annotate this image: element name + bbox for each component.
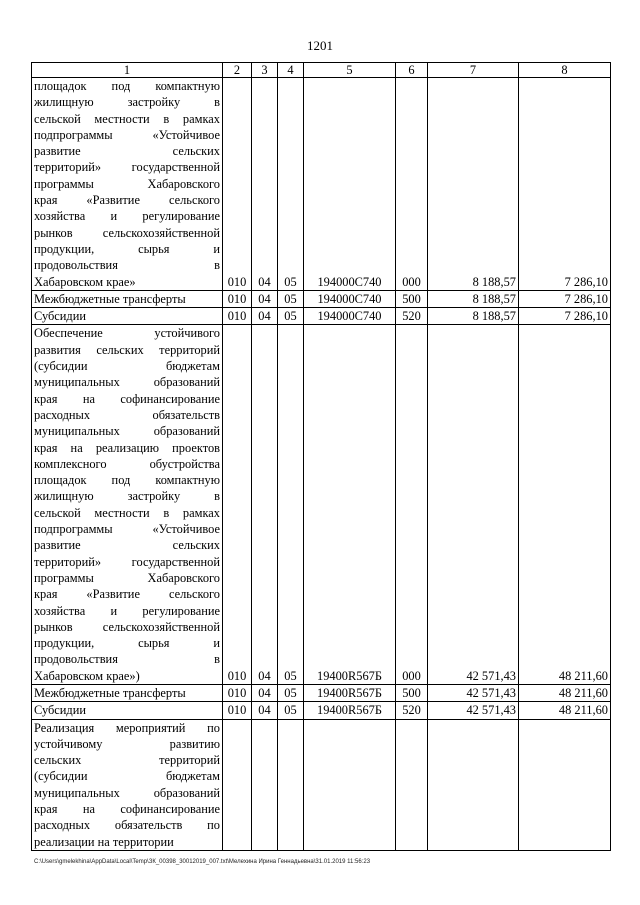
- table-row: [32, 308, 611, 325]
- row-name-line: (субсидии бюджетам: [34, 769, 220, 784]
- row-name-line: края на реализацию проектов: [34, 440, 220, 455]
- row-name-line: программы Хабаровского: [34, 176, 220, 191]
- section-code-cell: 04: [252, 702, 278, 719]
- row-name-cell: Субсидии: [32, 702, 223, 719]
- row-name-line: Хабаровском крае»: [34, 274, 136, 289]
- ministry-code-cell: 010: [223, 702, 252, 719]
- ministry-code-cell: 010: [223, 308, 252, 325]
- table-row: [32, 325, 611, 685]
- ministry-code-cell: 010: [223, 78, 252, 291]
- row-name-line: продукции, сырья и: [34, 636, 220, 651]
- row-name-line: продукции, сырья и: [34, 241, 220, 256]
- subsection-code-cell: 05: [278, 702, 304, 719]
- row-name-line: Обеспечение устойчивого: [34, 326, 220, 341]
- column-header: 2: [223, 63, 252, 78]
- section-code-cell: 04: [252, 78, 278, 291]
- target-article-cell: 19400R567Б: [304, 684, 396, 701]
- row-name-line: муниципальных образований: [34, 424, 220, 439]
- row-name-line: продовольствия в: [34, 258, 220, 273]
- column-header: 3: [252, 63, 278, 78]
- row-name-line: территорий» государственной: [34, 554, 220, 569]
- amount-year1-cell: 42 571,43: [428, 325, 519, 685]
- column-header: 1: [32, 63, 223, 78]
- row-name-line: (субсидии бюджетам: [34, 359, 220, 374]
- target-article-cell: 19400R567Б: [304, 325, 396, 685]
- table-row: [32, 702, 611, 719]
- subsection-code-cell: [278, 719, 304, 850]
- file-path-footer: C:\Users\gmelekhina\AppData\Local\Temp\ЗК_00398_30012019_007.txt\Мелехина Ирина Геннадьевна\31.01.2019 11:56:23: [34, 859, 371, 865]
- row-name-line: комплексного обустройства: [34, 456, 220, 471]
- row-name-line: подпрограммы «Устойчивое: [34, 522, 220, 537]
- row-name-line: продовольствия в: [34, 652, 220, 667]
- amount-year2-cell: [519, 719, 611, 850]
- row-name-line: реализации на территории: [34, 834, 174, 849]
- row-name-line: жилищную застройку в: [34, 489, 220, 504]
- row-name-line: муниципальных образований: [34, 375, 220, 390]
- ministry-code-cell: 010: [223, 325, 252, 685]
- amount-year2-cell: 7 286,10: [519, 78, 611, 291]
- row-name-line: края на софинансирование: [34, 802, 220, 817]
- row-name-line: развитие сельских: [34, 144, 220, 159]
- row-name-line: расходных обязательств по: [34, 818, 220, 833]
- table-row: [32, 719, 611, 850]
- row-name-line: развитие сельских: [34, 538, 220, 553]
- row-name-line: устойчивому развитию: [34, 736, 220, 751]
- ministry-code-cell: [223, 719, 252, 850]
- amount-year1-cell: 8 188,57: [428, 290, 519, 307]
- row-name-cell: Межбюджетные трансферты: [32, 290, 223, 307]
- row-name-line: территорий» государственной: [34, 160, 220, 175]
- page-number: 1201: [307, 38, 333, 53]
- row-name-line: Хабаровском крае»): [34, 668, 140, 683]
- row-name-line: края «Развитие сельского: [34, 193, 220, 208]
- row-name-line: программы Хабаровского: [34, 570, 220, 585]
- amount-year2-cell: 7 286,10: [519, 308, 611, 325]
- column-header: 8: [519, 63, 611, 78]
- amount-year2-cell: 7 286,10: [519, 290, 611, 307]
- amount-year2-cell: 48 211,60: [519, 325, 611, 685]
- expense-type-cell: 000: [396, 78, 428, 291]
- row-name-cell: Межбюджетные трансферты: [32, 684, 223, 701]
- subsection-code-cell: 05: [278, 290, 304, 307]
- amount-year1-cell: 8 188,57: [428, 78, 519, 291]
- row-name-line: Реализация мероприятий по: [34, 720, 220, 735]
- amount-year1-cell: [428, 719, 519, 850]
- expense-type-cell: 520: [396, 308, 428, 325]
- row-name-line: муниципальных образований: [34, 785, 220, 800]
- row-name-line: развития сельских территорий: [34, 342, 220, 357]
- subsection-code-cell: 05: [278, 684, 304, 701]
- row-name-line: края «Развитие сельского: [34, 587, 220, 602]
- row-name-line: сельской местности в рамках: [34, 111, 220, 126]
- row-name-line: хозяйства и регулирование: [34, 209, 220, 224]
- row-name-line: края на софинансирование: [34, 391, 220, 406]
- ministry-code-cell: 010: [223, 290, 252, 307]
- expense-type-cell: 500: [396, 290, 428, 307]
- budget-table: [31, 62, 611, 851]
- row-name-cell: [32, 78, 223, 291]
- row-name-cell: [32, 325, 223, 685]
- table-row: [32, 290, 611, 307]
- target-article-cell: [304, 719, 396, 850]
- ministry-code-cell: 010: [223, 684, 252, 701]
- amount-year1-cell: 8 188,57: [428, 308, 519, 325]
- target-article-cell: 194000С740: [304, 308, 396, 325]
- subsection-code-cell: 05: [278, 325, 304, 685]
- amount-year2-cell: 48 211,60: [519, 702, 611, 719]
- expense-type-cell: 000: [396, 325, 428, 685]
- section-code-cell: 04: [252, 308, 278, 325]
- target-article-cell: 194000С740: [304, 290, 396, 307]
- column-header: 5: [304, 63, 396, 78]
- subsection-code-cell: 05: [278, 308, 304, 325]
- row-name-line: сельских территорий: [34, 753, 220, 768]
- column-header: 6: [396, 63, 428, 78]
- expense-type-cell: 500: [396, 684, 428, 701]
- expense-type-cell: 520: [396, 702, 428, 719]
- section-code-cell: 04: [252, 684, 278, 701]
- row-name-cell: [32, 719, 223, 850]
- row-name-line: расходных обязательств: [34, 407, 220, 422]
- row-name-line: жилищную застройку в: [34, 95, 220, 110]
- column-header: 4: [278, 63, 304, 78]
- expense-type-cell: [396, 719, 428, 850]
- target-article-cell: 194000С740: [304, 78, 396, 291]
- amount-year1-cell: 42 571,43: [428, 702, 519, 719]
- amount-year1-cell: 42 571,43: [428, 684, 519, 701]
- row-name-line: площадок под компактную: [34, 79, 220, 93]
- column-header: 7: [428, 63, 519, 78]
- row-name-line: рынков сельскохозяйственной: [34, 225, 220, 240]
- subsection-code-cell: 05: [278, 78, 304, 291]
- row-name-cell: Субсидии: [32, 308, 223, 325]
- table-header-row: [32, 63, 611, 78]
- row-name-line: сельской местности в рамках: [34, 505, 220, 520]
- row-name-line: рынков сельскохозяйственной: [34, 619, 220, 634]
- table-row: [32, 684, 611, 701]
- amount-year2-cell: 48 211,60: [519, 684, 611, 701]
- row-name-line: подпрограммы «Устойчивое: [34, 127, 220, 142]
- row-name-line: хозяйства и регулирование: [34, 603, 220, 618]
- section-code-cell: 04: [252, 290, 278, 307]
- row-name-line: площадок под компактную: [34, 473, 220, 488]
- table-row: [32, 78, 611, 291]
- target-article-cell: 19400R567Б: [304, 702, 396, 719]
- section-code-cell: 04: [252, 325, 278, 685]
- section-code-cell: [252, 719, 278, 850]
